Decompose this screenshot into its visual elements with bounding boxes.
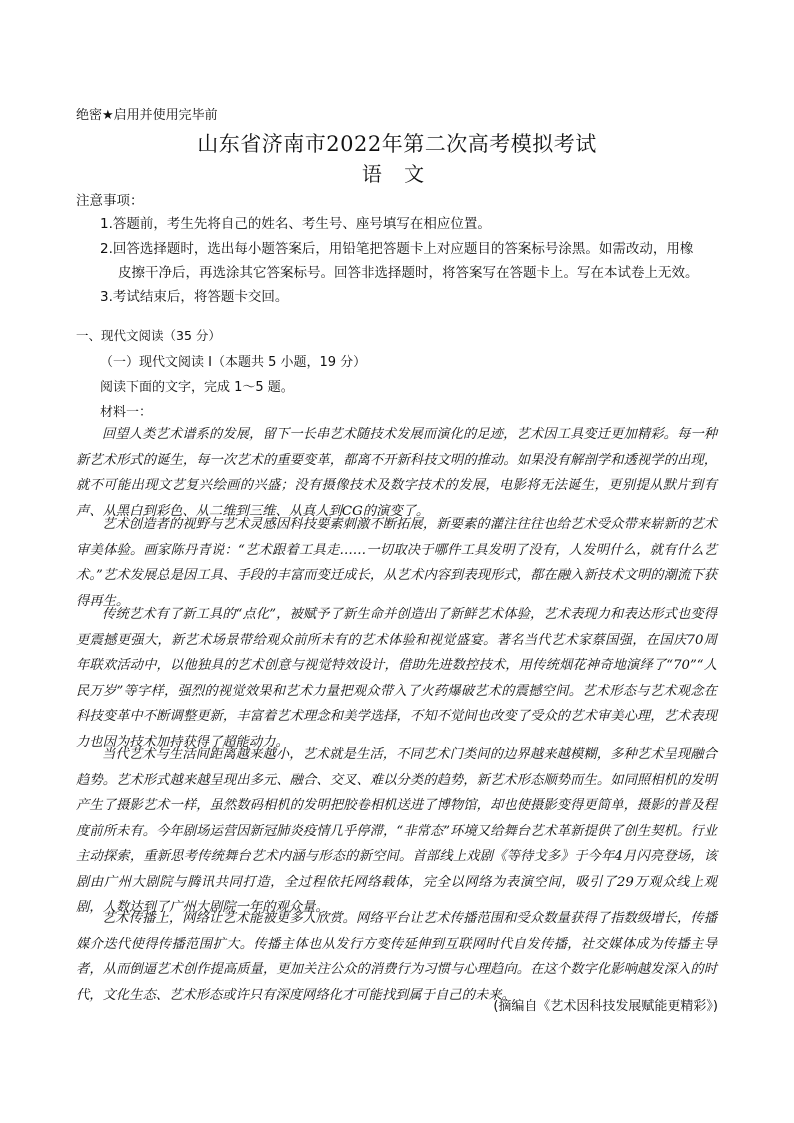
passage-paragraph: 艺术创造者的视野与艺术灵感因科技要素刺激不断拓展，新要素的灌注往往也给艺术受众带来崭新的艺术审美体验。画家陈丹青说：“艺术跟着工具走……一切取决于哪件工具发明了没有，人发明什么，就有什么艺术。”艺术发展总是因工具、手段的丰富而变迁成长，从艺术内容到表现形式，都在融入新技术文明的潮流下获得再生。: [76, 517, 717, 609]
note-item: 3.考试结束后，将答题卡交回。: [100, 289, 289, 305]
passage-paragraph: 艺术传播上，网络让艺术能被更多人欣赏。网络平台让艺术传播范围和受众数量获得了指数级增长，传播媒介迭代使得传播范围扩大。传播主体也从发行方变传延伸到互联网时代自发传播，社交媒体成为传播主导者，从而倒逼艺术创作提高质量，更加关注公众的消费行为习惯与心理趋向。在这个数字化影响越发深入的时代，文化生态、艺术形态或许只有深度网络化才可能找到属于自己的未来。: [76, 911, 717, 1003]
source-citation: (摘编自《艺术因科技发展赋能更精彩》): [493, 999, 718, 1014]
subsection-heading: （一）现代文阅读 I（本题共 5 小题，19 分）: [100, 355, 367, 370]
material-label: 材料一：: [100, 405, 153, 420]
note-item: 2.回答选择题时，选出每小题答案后，用铅笔把答题卡上对应题目的答案标号涂黑。如需改动，用橡: [100, 241, 694, 257]
subject-title: 语 文: [361, 162, 433, 186]
passage-paragraph: 回望人类艺术谱系的发展，留下一长串艺术随技术发展而演化的足迹，艺术因工具变迁更加精彩。每一种新艺术形式的诞生，每一次艺术的重要变革，都离不开新科技文明的推动。如果没有解剖学和透视学的出现，就不可能出现文艺复兴绘画的兴盛；没有摄像技术及数字技术的发展，电影将无法诞生，更别提从默片到有声、从黑白到彩色、从二维到三维、从真人到CG的演变了。: [76, 427, 717, 519]
exam-title: 山东省济南市2022年第二次高考模拟考试: [197, 132, 597, 156]
section-heading: 一、现代文阅读（35 分）: [76, 328, 221, 343]
reading-instruction: 阅读下面的文字，完成 1～5 题。: [100, 380, 294, 395]
passage-paragraph: 当代艺术与生活间距离越来越小，艺术就是生活，不同艺术门类间的边界越来越模糊，多种艺术呈现融合趋势。艺术形式越来越呈现出多元、融合、交叉、难以分类的趋势，新艺术形态顺势而生。如同照相机的发明产生了摄影艺术一样，虽然数码相机的发明把胶卷相机送进了博物馆，却也使摄影变得更简单，摄影的普及程度前所未有。今年剧场运营因新冠肺炎疫情几乎停滞，“非常态”环境又给舞台艺术革新提供了创生契机。行业主动探索，重新思考传统舞台艺术内涵与形态的新空间。首部线上戏剧《等待戈多》于今年4月闪亮登场，该剧由广州大剧院与腾讯共同打造，全过程依托网络载体，完全以网络为表演空间，吸引了29万观众线上观剧，人数达到了广州大剧院一年的观众量。: [76, 747, 717, 915]
notes-heading: 注意事项：: [76, 193, 144, 209]
note-item: 皮擦干净后，再选涂其它答案标号。回答非选择题时，将答案写在答题卡上。写在本试卷上无效。: [118, 265, 699, 281]
note-item: 1.答题前，考生先将自己的姓名、考生号、座号填写在相应位置。: [100, 216, 491, 232]
secret-mark: 绝密★启用并使用完毕前: [76, 108, 218, 123]
passage-paragraph: 传统艺术有了新工具的“点化”，被赋予了新生命并创造出了新鲜艺术体验，艺术表现力和表达形式也变得更震撼更强大，新艺术场景带给观众前所未有的艺术体验和视觉盛宴。著名当代艺术家蔡国强，在国庆70周年联欢活动中，以他独具的艺术创意与视觉特效设计，借助先进数控技术，用传统烟花神奇地演绎了“70”“人民万岁”等字样，强烈的视觉效果和艺术力量把观众带入了火药爆破艺术的震撼空间。艺术形态与艺术观念在科技变革中不断调整更新，丰富着艺术理念和美学选择，不知不觉间也改变了受众的艺术审美心理，艺术表现力也因为技术加持获得了超能动力。: [76, 607, 717, 750]
